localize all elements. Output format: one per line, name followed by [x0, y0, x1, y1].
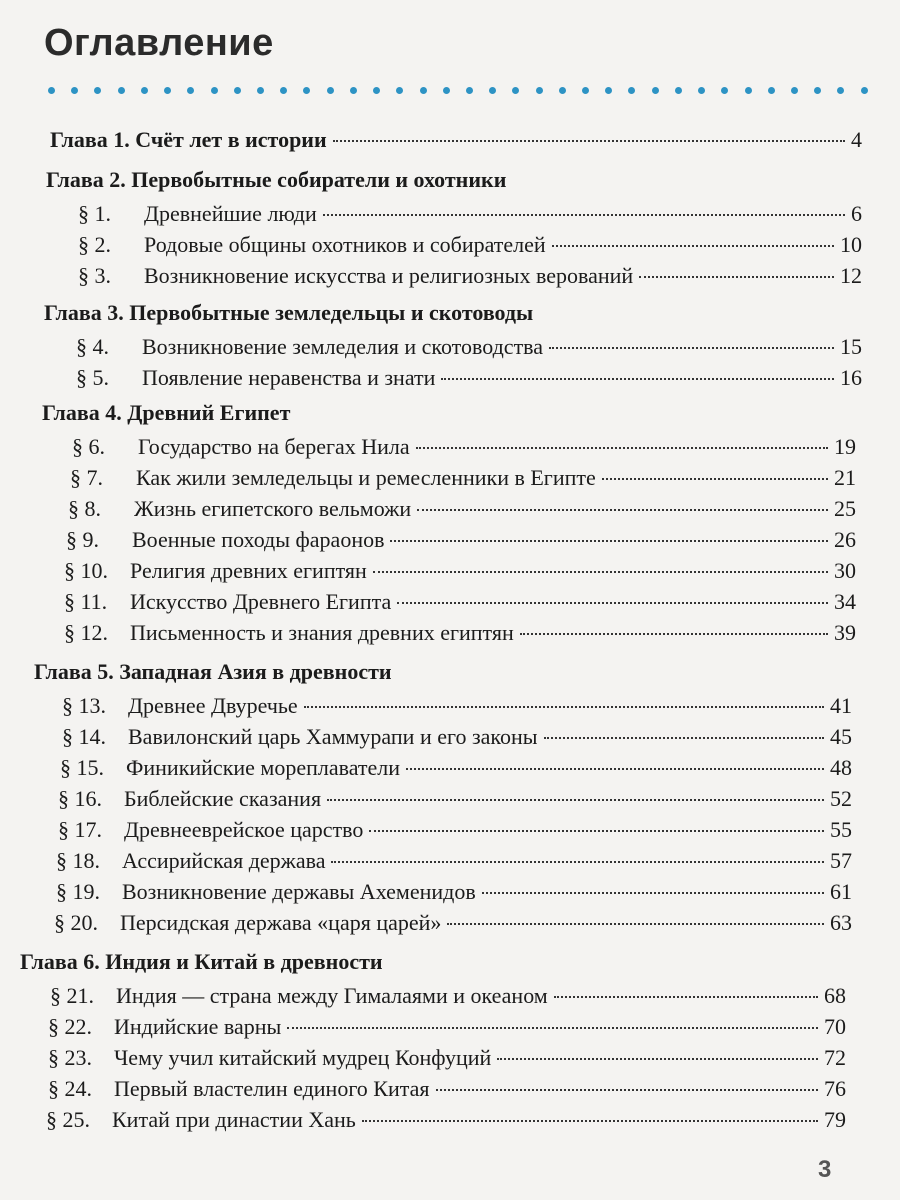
- toc-section[interactable]: [0, 1073, 846, 1104]
- page-ref: 76: [824, 1076, 846, 1101]
- section-title: Древнее Двуречье: [128, 693, 298, 718]
- section-number: § 3.: [78, 263, 111, 288]
- dot-leader: [497, 1056, 818, 1060]
- page-ref: 21: [834, 465, 856, 490]
- section-title: Чему учил китайский мудрец Конфуций: [114, 1045, 492, 1070]
- section-title: Родовые общины охотников и собирателей: [144, 232, 546, 257]
- divider-dot: [71, 87, 78, 94]
- toc-section[interactable]: [0, 229, 862, 260]
- toc-section[interactable]: [0, 876, 852, 907]
- section-title: Искусство Древнего Египта: [130, 589, 392, 614]
- page-ref: 55: [830, 817, 852, 842]
- page-ref: 68: [824, 983, 846, 1008]
- divider-dot: [211, 87, 218, 94]
- toc-section[interactable]: [0, 690, 852, 721]
- divider-dot: [443, 87, 450, 94]
- dot-leader: [544, 735, 824, 739]
- divider-dot: [164, 87, 171, 94]
- section-number: § 11.: [64, 589, 108, 614]
- toc-section[interactable]: [0, 586, 856, 617]
- section-title: Как жили земледельцы и ремесленники в Египте: [136, 465, 596, 490]
- page-ref: 41: [830, 693, 852, 718]
- dot-leader: [390, 538, 828, 542]
- dot-leader: [323, 212, 845, 216]
- page-ref: 4: [851, 127, 862, 152]
- toc-chapter[interactable]: [0, 395, 862, 431]
- toc-section[interactable]: [0, 845, 852, 876]
- dot-leader: [441, 376, 834, 380]
- page-ref: 16: [840, 365, 862, 390]
- divider-dot: [373, 87, 380, 94]
- section-number: § 4.: [76, 334, 109, 359]
- section-number: § 7.: [70, 465, 103, 490]
- dot-leader: [373, 569, 828, 573]
- dot-leader: [416, 445, 828, 449]
- divider-dot: [141, 87, 148, 94]
- toc-section[interactable]: [0, 617, 856, 648]
- dot-leader: [362, 1118, 818, 1122]
- dot-leader: [331, 859, 824, 863]
- dot-leader: [552, 243, 834, 247]
- dot-leader: [602, 476, 828, 480]
- section-number: § 2.: [78, 232, 111, 257]
- section-number: § 18.: [56, 848, 100, 873]
- dot-leader: [417, 507, 828, 511]
- section-title: Письменность и знания древних египтян: [130, 620, 514, 645]
- toc-section[interactable]: [0, 1042, 846, 1073]
- section-title: Возникновение искусства и религиозных верований: [144, 263, 634, 288]
- section-number: § 8.: [68, 496, 101, 521]
- table-of-contents: [0, 122, 900, 1135]
- divider-dot: [837, 87, 844, 94]
- divider-dot: [768, 87, 775, 94]
- divider-dot: [512, 87, 519, 94]
- section-number: § 22.: [48, 1014, 92, 1039]
- page-ref: 45: [830, 724, 852, 749]
- page-ref: 34: [834, 589, 856, 614]
- section-title: Военные походы фараонов: [132, 527, 385, 552]
- dot-leader: [369, 828, 824, 832]
- section-title: Древнееврейское царство: [124, 817, 364, 842]
- section-number: § 1.: [78, 201, 111, 226]
- divider-dot: [698, 87, 705, 94]
- chapter-title: Глава 6. Индия и Китай в древности: [20, 949, 383, 974]
- divider-dot: [466, 87, 473, 94]
- section-title: Персидская держава «царя царей»: [120, 910, 442, 935]
- section-title: Государство на берегах Нила: [138, 434, 410, 459]
- section-title: Ассирийская держава: [122, 848, 326, 873]
- divider-dot: [48, 87, 55, 94]
- section-number: § 5.: [76, 365, 109, 390]
- divider-dot: [420, 87, 427, 94]
- page-ref: 52: [830, 786, 852, 811]
- toc-chapter[interactable]: [0, 122, 862, 158]
- divider-dot: [327, 87, 334, 94]
- section-number: § 15.: [60, 755, 104, 780]
- page-ref: 6: [851, 201, 862, 226]
- section-number: § 16.: [58, 786, 102, 811]
- divider-dot: [721, 87, 728, 94]
- divider-dot: [675, 87, 682, 94]
- page-ref: 79: [824, 1107, 846, 1132]
- toc-chapter[interactable]: [0, 944, 852, 980]
- divider-dot: [861, 87, 868, 94]
- toc-section[interactable]: [0, 1011, 846, 1042]
- section-number: § 9.: [66, 527, 99, 552]
- dot-leader: [304, 704, 824, 708]
- toc-section[interactable]: [0, 431, 856, 462]
- section-title: Финикийские мореплаватели: [126, 755, 401, 780]
- section-title: Возникновение державы Ахеменидов: [122, 879, 476, 904]
- page-ref: 15: [840, 334, 862, 359]
- page-ref: 48: [830, 755, 852, 780]
- section-number: § 20.: [54, 910, 98, 935]
- divider-dot: [303, 87, 310, 94]
- page-ref: 25: [834, 496, 856, 521]
- toc-section[interactable]: [0, 980, 846, 1011]
- section-title: Жизнь египетского вельможи: [134, 496, 412, 521]
- section-number: § 10.: [64, 558, 108, 583]
- page-ref: 72: [824, 1045, 846, 1070]
- divider-dot: [234, 87, 241, 94]
- section-title: Индия — страна между Гималаями и океаном: [116, 983, 548, 1008]
- page-ref: 10: [840, 232, 862, 257]
- section-number: § 25.: [46, 1107, 90, 1132]
- divider-dot: [280, 87, 287, 94]
- toc-section[interactable]: [0, 783, 852, 814]
- toc-section[interactable]: [0, 493, 856, 524]
- page-ref: 19: [834, 434, 856, 459]
- dot-leader: [436, 1087, 818, 1091]
- divider-dot: [489, 87, 496, 94]
- divider-dot: [791, 87, 798, 94]
- chapter-title: Глава 2. Первобытные собиратели и охотники: [46, 167, 507, 192]
- section-title: Появление неравенства и знати: [142, 365, 436, 390]
- divider-dot: [582, 87, 589, 94]
- page-ref: 26: [834, 527, 856, 552]
- section-title: Вавилонский царь Хаммурапи и его законы: [128, 724, 538, 749]
- page-ref: 39: [834, 620, 856, 645]
- section-number: § 12.: [64, 620, 108, 645]
- divider-dot: [187, 87, 194, 94]
- toc-section[interactable]: [0, 555, 856, 586]
- chapter-title: Глава 1. Счёт лет в истории: [50, 127, 327, 152]
- section-title: Китай при династии Хань: [112, 1107, 356, 1132]
- toc-chapter[interactable]: [0, 295, 862, 331]
- toc-section[interactable]: [0, 260, 862, 291]
- dot-leader: [327, 797, 824, 801]
- section-number: § 24.: [48, 1076, 92, 1101]
- divider-dot: [350, 87, 357, 94]
- dot-leader: [520, 631, 828, 635]
- divider-dot: [118, 87, 125, 94]
- divider-dot: [536, 87, 543, 94]
- section-title: Религия древних египтян: [130, 558, 367, 583]
- toc-chapter[interactable]: [0, 162, 862, 198]
- section-number: § 21.: [50, 983, 94, 1008]
- toc-section[interactable]: [0, 907, 852, 938]
- divider-dot: [257, 87, 264, 94]
- toc-section[interactable]: [0, 362, 862, 393]
- divider-dot: [628, 87, 635, 94]
- section-title: Первый властелин единого Китая: [114, 1076, 430, 1101]
- toc-section[interactable]: [0, 331, 862, 362]
- divider-dot: [94, 87, 101, 94]
- toc-section[interactable]: [0, 198, 862, 229]
- dot-leader: [549, 345, 834, 349]
- page-ref: 57: [830, 848, 852, 873]
- divider-dot: [605, 87, 612, 94]
- section-number: § 6.: [72, 434, 105, 459]
- divider-dot: [745, 87, 752, 94]
- toc-section[interactable]: [0, 721, 852, 752]
- dot-leader: [397, 600, 828, 604]
- section-number: § 14.: [62, 724, 106, 749]
- dot-leader: [287, 1025, 818, 1029]
- section-number: § 17.: [58, 817, 102, 842]
- dot-leader: [554, 994, 818, 998]
- dot-leader: [639, 274, 834, 278]
- toc-section[interactable]: [0, 752, 852, 783]
- section-title: Возникновение земледелия и скотоводства: [142, 334, 544, 359]
- divider-dot: [559, 87, 566, 94]
- section-title: Библейские сказания: [124, 786, 322, 811]
- section-number: § 13.: [62, 693, 106, 718]
- chapter-title: Глава 5. Западная Азия в древности: [34, 659, 392, 684]
- page-number: 3: [818, 1156, 832, 1183]
- toc-section[interactable]: [0, 524, 856, 555]
- section-number: § 23.: [48, 1045, 92, 1070]
- section-title: Древнейшие люди: [144, 201, 317, 226]
- section-number: § 19.: [56, 879, 100, 904]
- page-ref: 63: [830, 910, 852, 935]
- page-title: Оглавление: [44, 22, 274, 64]
- page-ref: 61: [830, 879, 852, 904]
- section-title: Индийские варны: [114, 1014, 282, 1039]
- toc-section[interactable]: [0, 1104, 846, 1135]
- divider-dot: [814, 87, 821, 94]
- toc-section[interactable]: [0, 462, 856, 493]
- divider-dot: [652, 87, 659, 94]
- dot-leader: [406, 766, 824, 770]
- toc-section[interactable]: [0, 814, 852, 845]
- chapter-title: Глава 3. Первобытные земледельцы и скотоводы: [44, 300, 534, 325]
- page-ref: 12: [840, 263, 862, 288]
- page-ref: 30: [834, 558, 856, 583]
- page-ref: 70: [824, 1014, 846, 1039]
- dot-leader: [447, 921, 824, 925]
- toc-chapter[interactable]: [0, 654, 856, 690]
- dot-leader: [333, 138, 845, 142]
- chapter-title: Глава 4. Древний Египет: [42, 400, 291, 425]
- title-dot-divider: [48, 80, 868, 100]
- divider-dot: [396, 87, 403, 94]
- dot-leader: [482, 890, 824, 894]
